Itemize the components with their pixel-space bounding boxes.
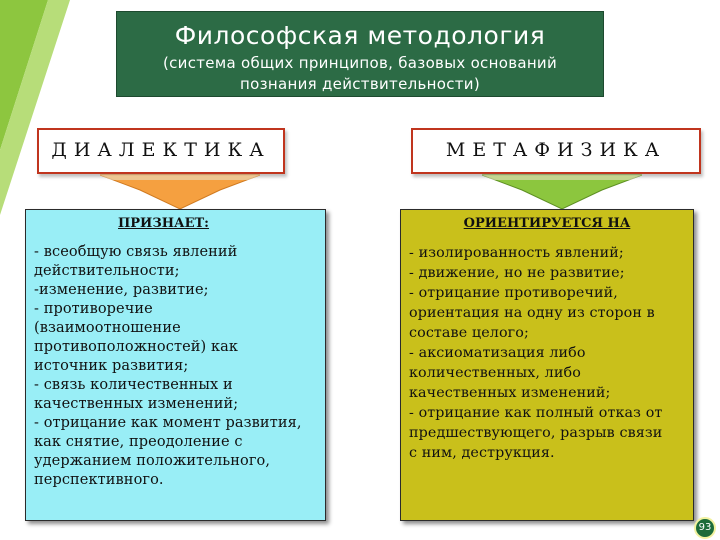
metaphysics-panel-text: - изолированность явлений; - движение, но не развитие; - отрицание противоречий, ориентация на одну из сторон в составе целого; - аксиоматизация либо количественных, либо качественных изменений; - отрицание как полный отказ от предшествующего, разрыв связи с ним, деструкция. [409,245,663,461]
dialectics-panel-title: ПРИЗНАЕТ: [118,216,209,231]
dialectics-heading: ДИАЛЕКТИКА [37,128,285,174]
title-box [116,11,604,97]
dialectics-panel-text: - всеобщую связь явлений действительности; -изменение, развитие; - противоречие (взаимоотношение противоположностей) как источник развития; - связь количественных и качественных изменений; - отрицание как момент развития, как снятие, преодоление с удержанием положительного, перспективного. [34,244,302,488]
metaphysics-panel-title: ОРИЕНТИРУЕТСЯ НА [463,216,631,231]
page-number-badge: 93 [694,517,716,539]
page-title: Философская методология [174,21,546,50]
down-arrow-icon [100,174,260,210]
metaphysics-panel [400,209,694,521]
dialectics-panel [25,209,326,521]
title-subtitle-line2: познания действительности) [240,75,480,93]
down-arrow-icon [482,174,642,210]
metaphysics-heading: МЕТАФИЗИКА [411,128,701,174]
title-subtitle-line1: (система общих принципов, базовых оснований [162,54,558,72]
